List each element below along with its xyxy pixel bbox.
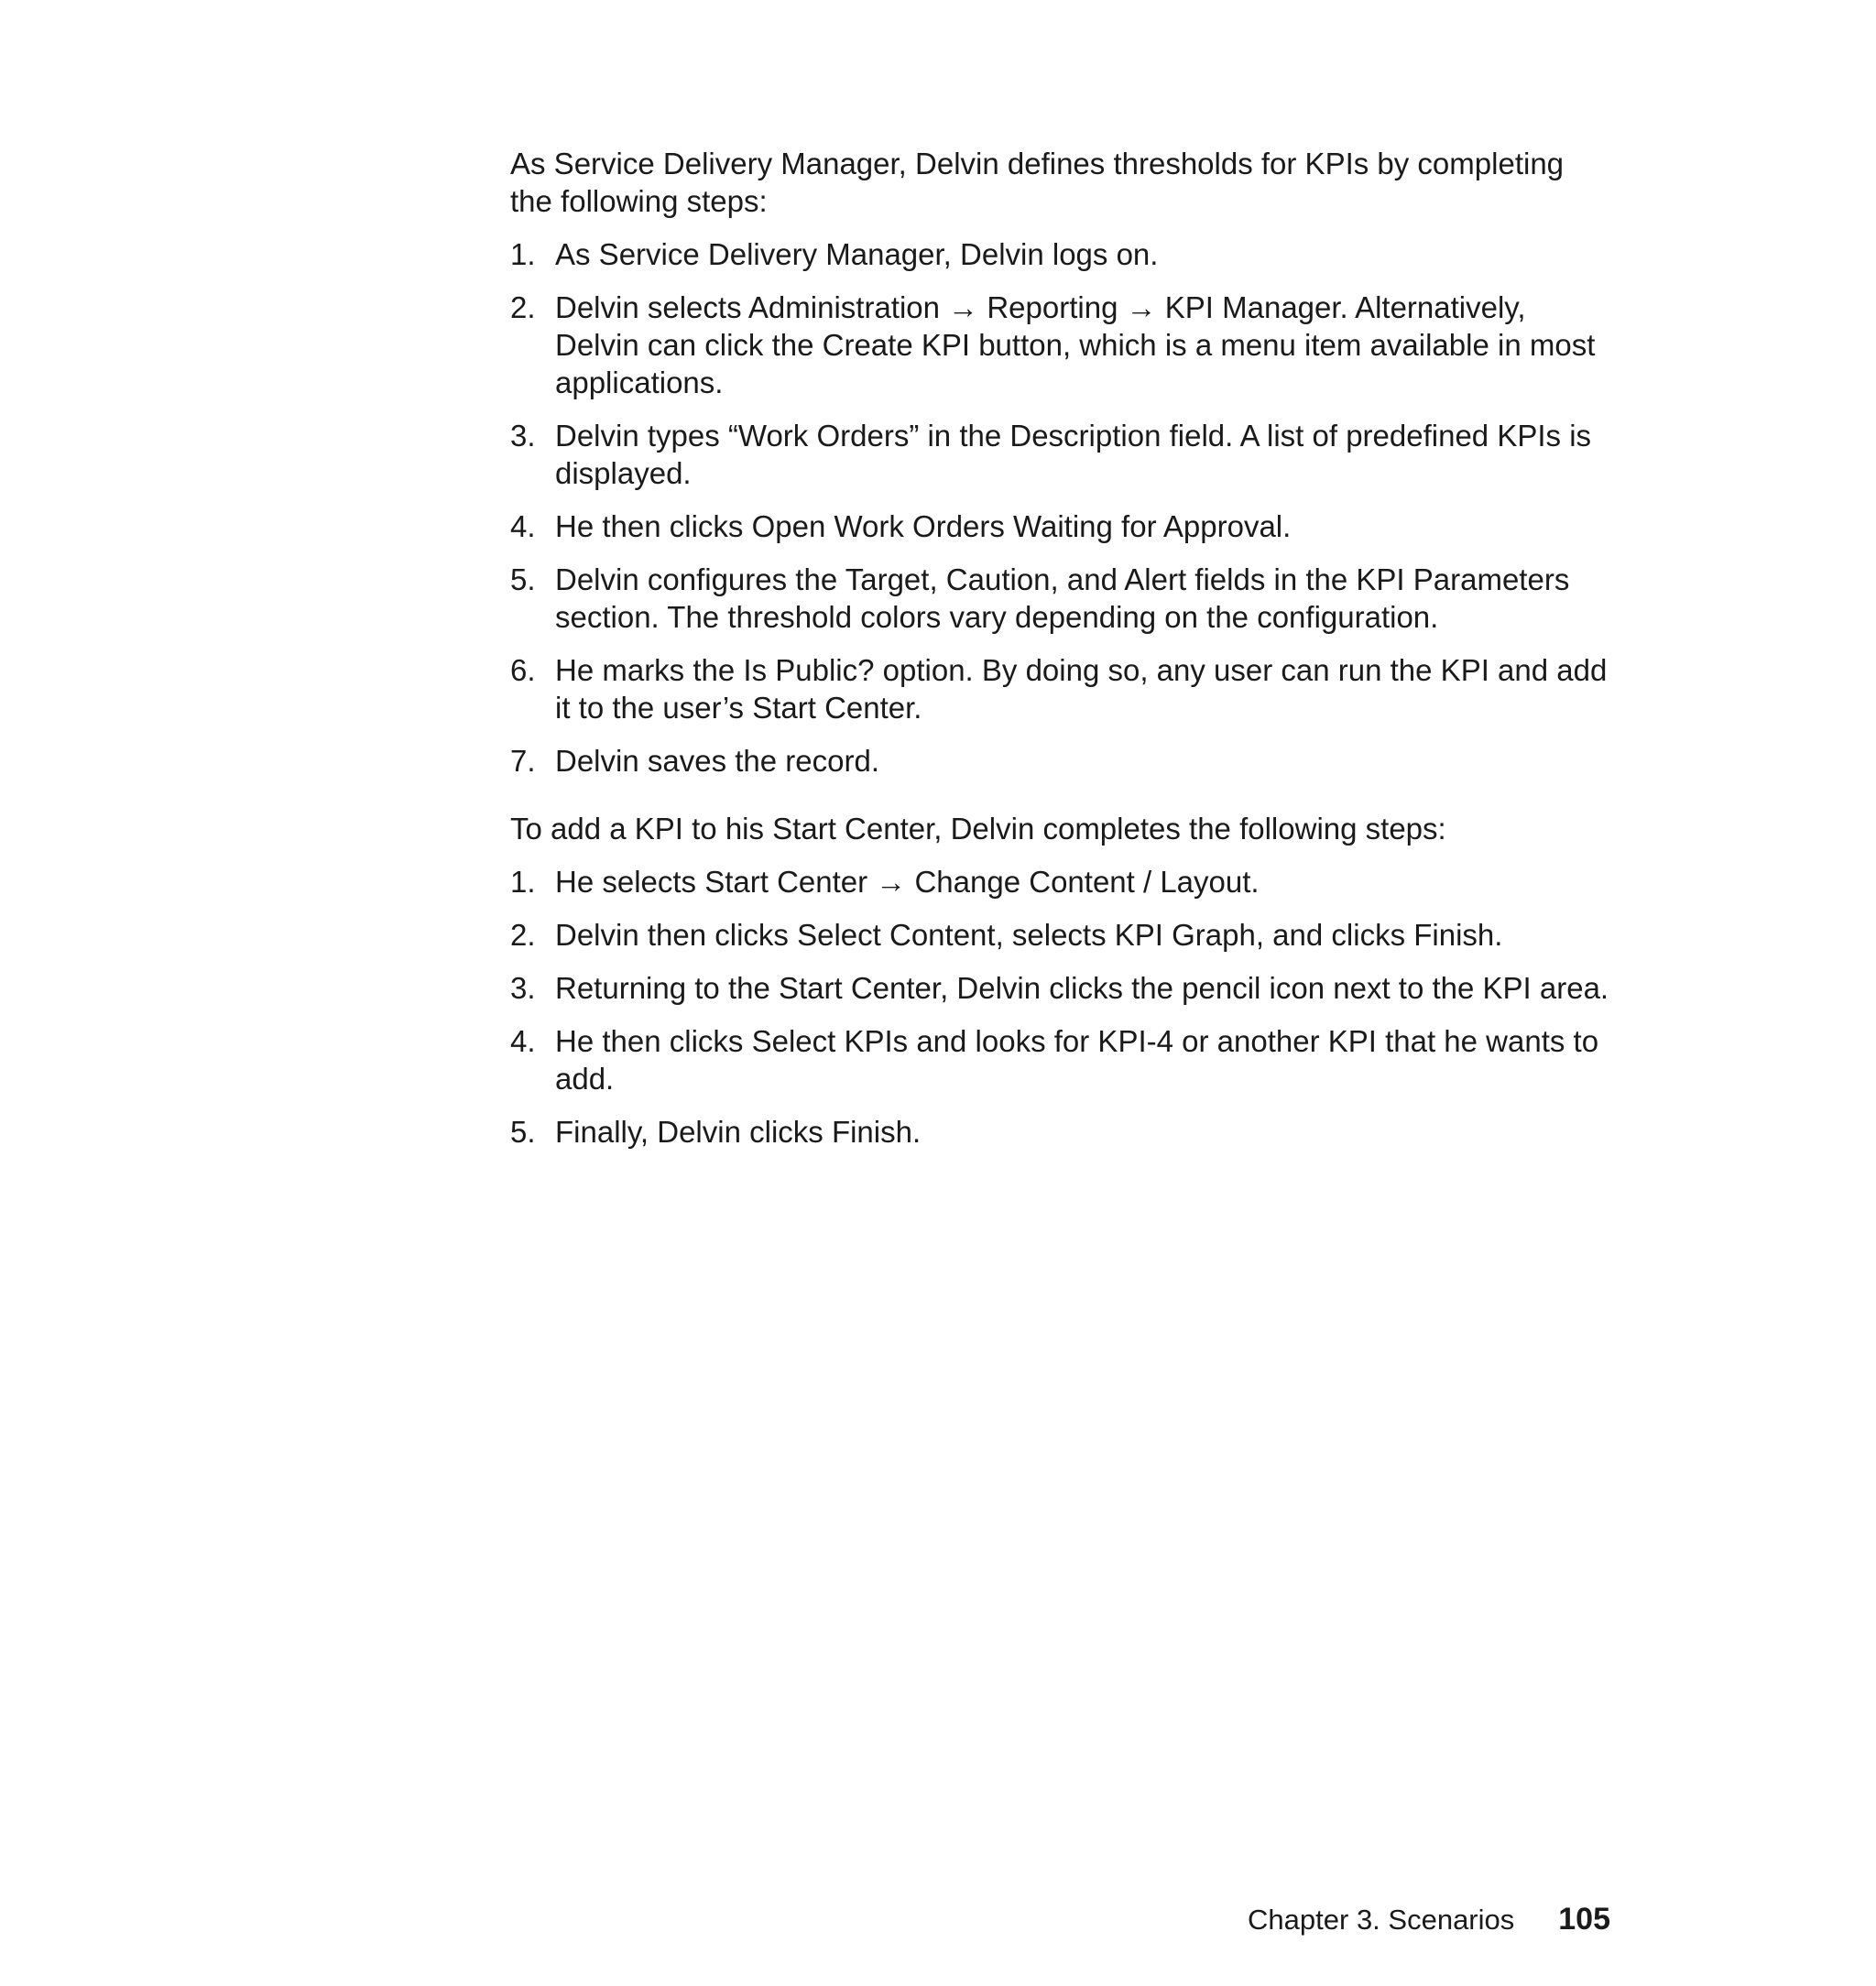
list-item: [510, 742, 1609, 780]
step-number: 7.: [510, 744, 536, 778]
step-number: 4.: [510, 509, 536, 543]
step-number: 2.: [510, 290, 536, 324]
page-number: 105: [1558, 1902, 1610, 1937]
list-item: [510, 969, 1609, 1007]
step-number: 6.: [510, 653, 536, 687]
list-item: [510, 1113, 1609, 1151]
step-text: Delvin selects Administration → Reporting → KPI Manager. Alternatively, Delvin can click the Create KPI button, which is a menu item available in most applications.: [555, 290, 1596, 399]
step-text: He marks the Is Public? option. By doing so, any user can run the KPI and add it to the user’s Start Center.: [555, 653, 1608, 725]
list-item: [510, 916, 1609, 954]
step-text: Delvin then clicks Select Content, selects KPI Graph, and clicks Finish.: [555, 918, 1503, 952]
step-text: He then clicks Open Work Orders Waiting for Approval.: [555, 509, 1292, 543]
step-number: 3.: [510, 971, 536, 1005]
step-number: 1.: [510, 865, 536, 899]
intro-paragraph-start-center: To add a KPI to his Start Center, Delvin completes the following steps:: [510, 812, 1446, 846]
step-number: 3.: [510, 419, 536, 453]
step-text: Returning to the Start Center, Delvin clicks the pencil icon next to the KPI area.: [555, 971, 1609, 1005]
list-item: [510, 417, 1609, 492]
start-center-steps-list: [510, 863, 1609, 1151]
list-item: [510, 289, 1609, 401]
step-text: As Service Delivery Manager, Delvin logs on.: [555, 237, 1159, 271]
list-item: [510, 863, 1609, 900]
page-footer: [1248, 1902, 1610, 1937]
intro-paragraph-thresholds: As Service Delivery Manager, Delvin defines thresholds for KPIs by completing the following steps:: [510, 147, 1565, 218]
step-text: Delvin configures the Target, Caution, and Alert fields in the KPI Parameters section. The threshold colors vary depending on the configuration.: [555, 562, 1570, 634]
step-number: 4.: [510, 1024, 536, 1058]
step-text: He then clicks Select KPIs and looks for KPI-4 or another KPI that he wants to add.: [555, 1024, 1599, 1096]
list-item: [510, 507, 1609, 545]
step-number: 5.: [510, 562, 536, 596]
step-number: 2.: [510, 918, 536, 952]
step-number: 5.: [510, 1115, 536, 1149]
list-item: [510, 1022, 1609, 1097]
threshold-steps-list: [510, 235, 1609, 780]
step-text: Finally, Delvin clicks Finish.: [555, 1115, 922, 1149]
chapter-title: Chapter 3. Scenarios: [1248, 1904, 1515, 1936]
step-text: He selects Start Center → Change Content / Layout.: [555, 865, 1260, 899]
step-number: 1.: [510, 237, 536, 271]
list-item: [510, 561, 1609, 636]
step-text: Delvin types “Work Orders” in the Description field. A list of predefined KPIs is displayed.: [555, 419, 1592, 490]
page-body: [510, 145, 1609, 1151]
list-item: [510, 651, 1609, 726]
step-text: Delvin saves the record.: [555, 744, 879, 778]
list-item: [510, 235, 1609, 273]
